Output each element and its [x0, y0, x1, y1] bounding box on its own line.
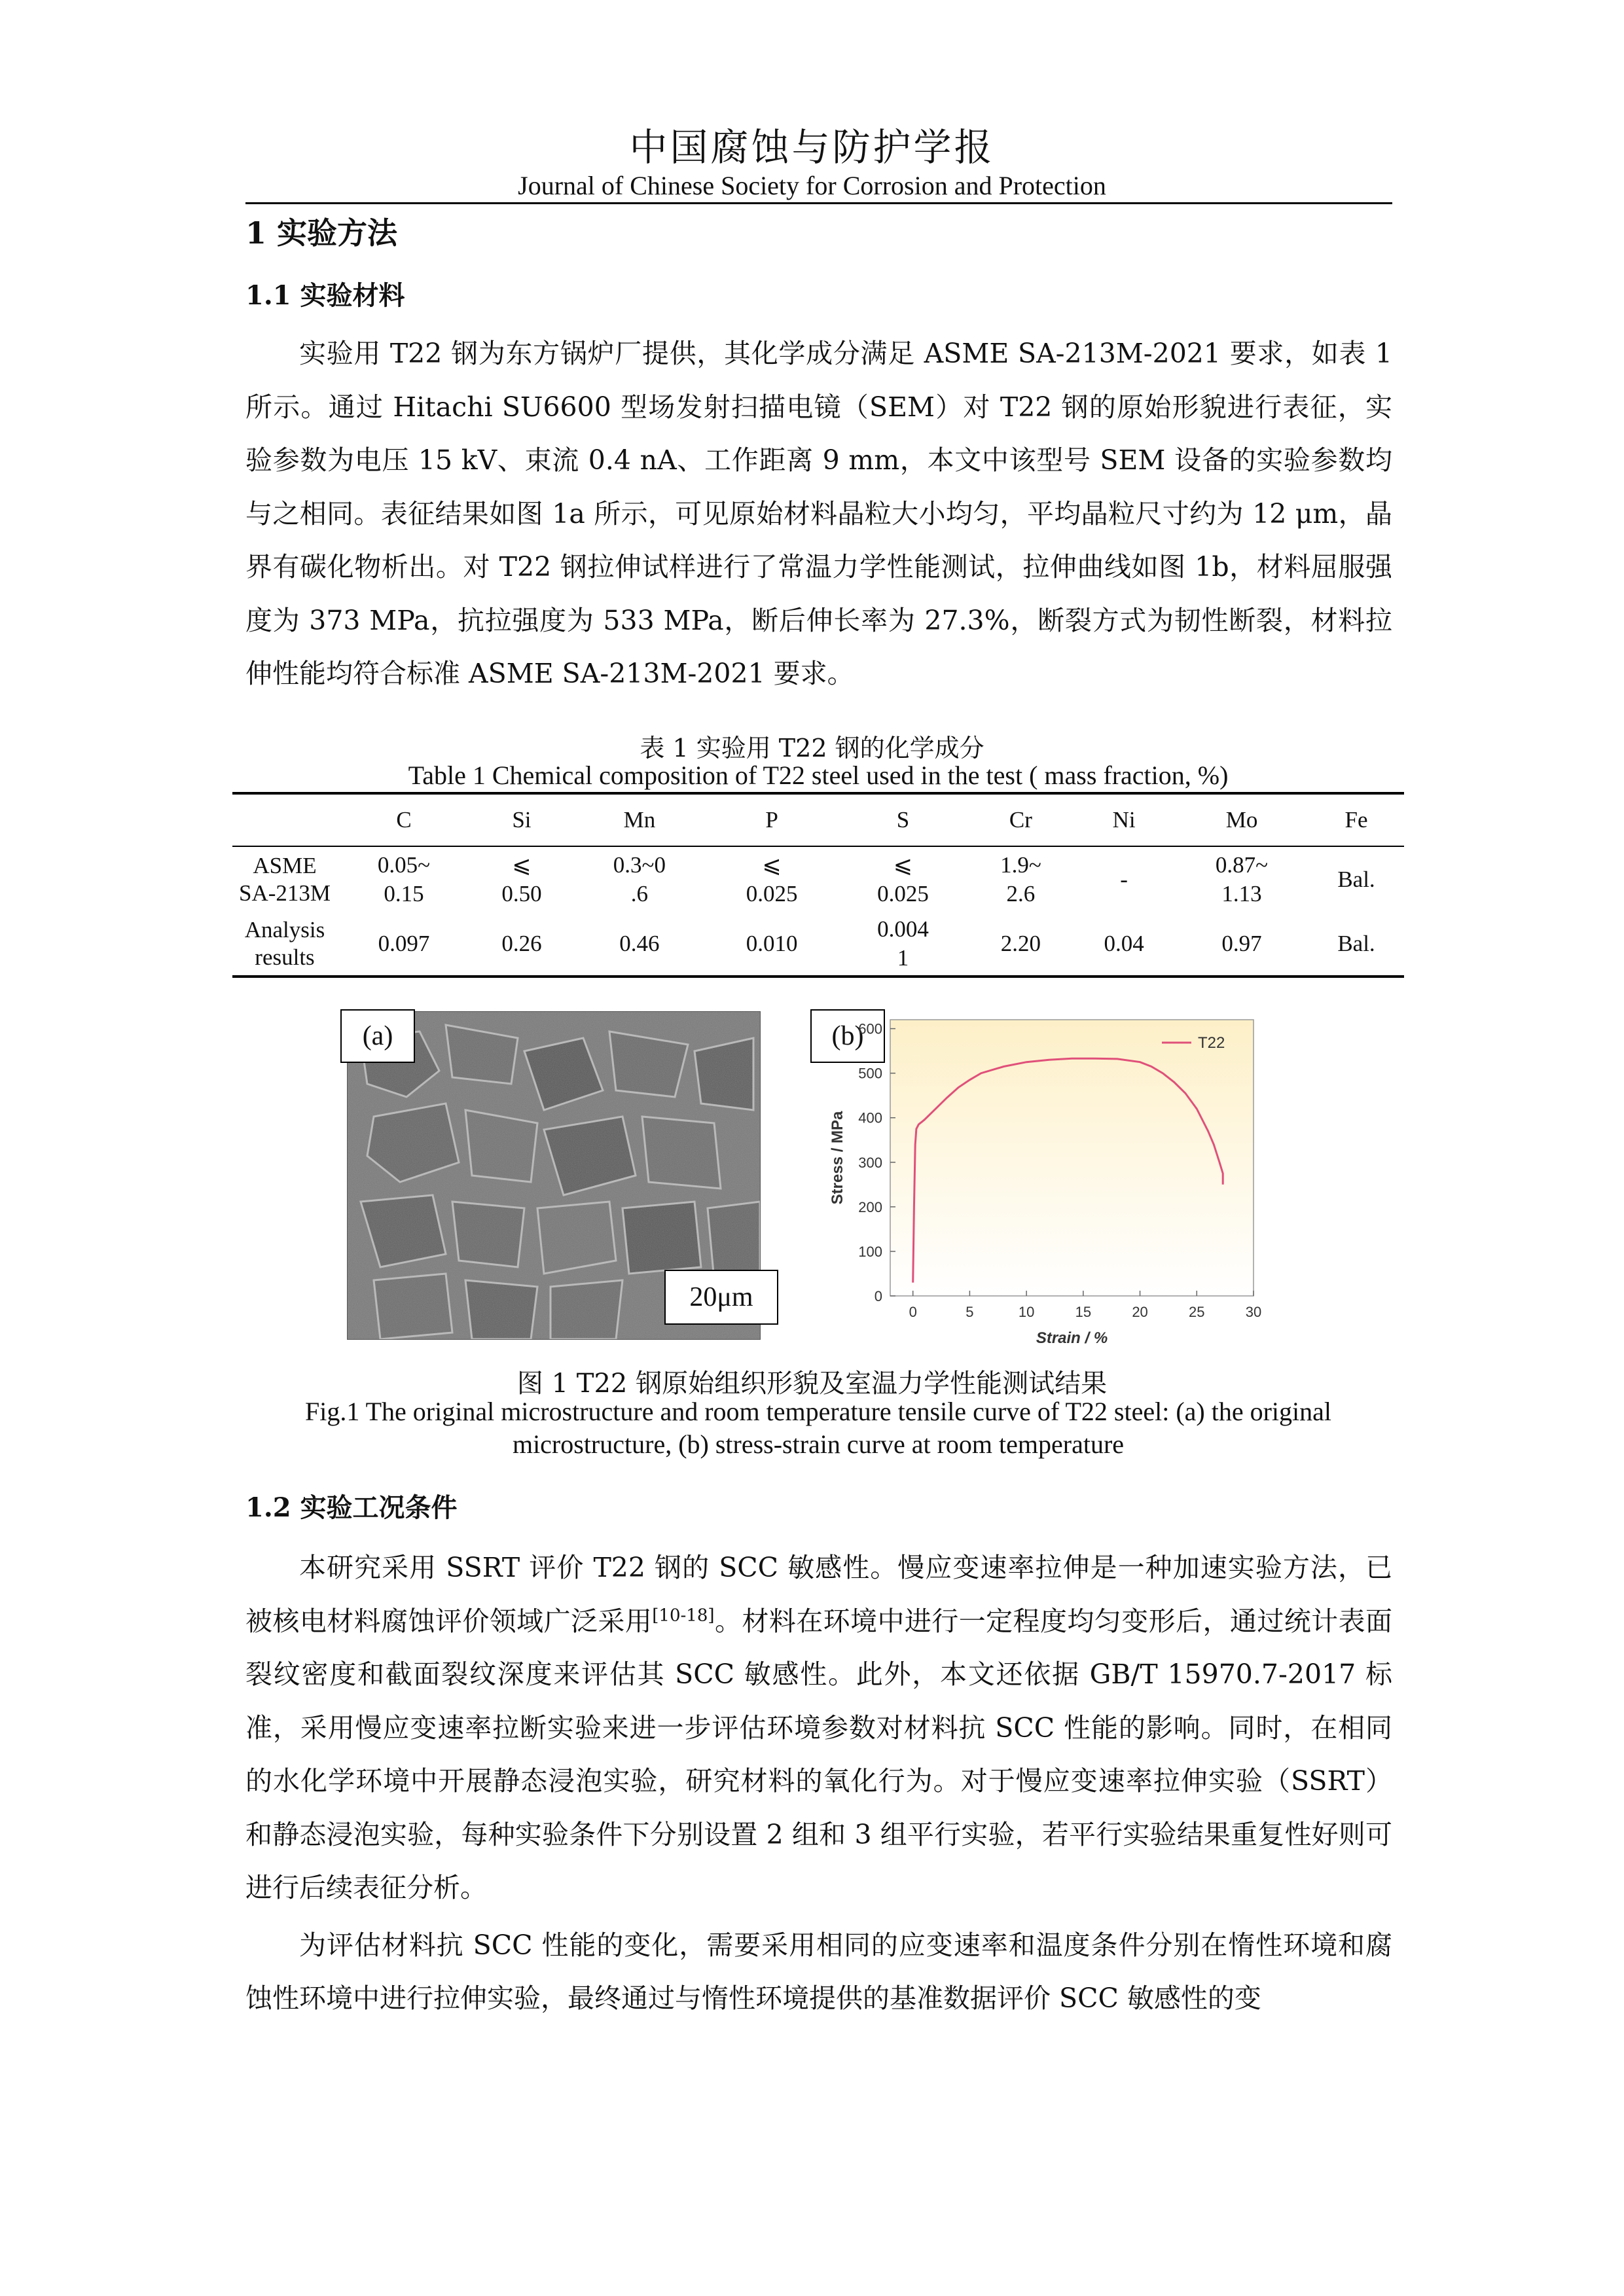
table-header-cell: Ni	[1073, 793, 1175, 846]
table-cell-line: 0.025	[877, 881, 929, 906]
table-header-cell: Mn	[573, 793, 706, 846]
table-header-cell	[232, 793, 337, 846]
materials-paragraph	[245, 327, 1392, 701]
table-cell	[706, 846, 837, 912]
table-body	[232, 846, 1404, 977]
row-label-line: results	[255, 944, 315, 970]
table-cell-line: 1.9~	[1000, 852, 1041, 878]
stress-strain-svg	[821, 1008, 1293, 1348]
figure1-caption-en: Fig.1 The original microstructure and room temperature tensile curve of T22 steel: (a) the original microstructure, (b) stress-strain curve at room temperature	[304, 1397, 1332, 1459]
table-header-cell: Mo	[1175, 793, 1308, 846]
table-cell	[1073, 846, 1175, 912]
table-cell	[471, 912, 573, 977]
stress-strain-chart	[821, 1008, 1293, 1348]
panel-b-label: (b)	[810, 1009, 885, 1063]
x-tick-label: 0	[909, 1304, 917, 1320]
plot-area	[890, 1020, 1254, 1296]
table-cell-line: Bal.	[1337, 867, 1375, 892]
conditions-paragraph-1	[245, 1541, 1392, 1915]
materials-paragraph-text: 实验用 T22 钢为东方锅炉厂提供，其化学成分满足 ASME SA-213M-2021 要求，如表 1 所示。通过 Hitachi SU6600 型场发射扫描电镜（SEM）对 T22 钢的原始形貌进行表征，实验参数为电压 15 kV、束流 0.4 nA、工作距离 9 mm，本文中该型号 SEM 设备的实验参数均与之相同。表征结果如图 1a 所示，可见原始材料晶粒大小均匀，平均晶粒尺寸约为 12 μm，晶界有碳化物析出。对 T22 钢拉伸试样进行了常温力学性能测试，拉伸曲线如图 1b，材料屈服强度为 373 MPa，抗拉强度为 533 MPa，断后伸长率为 27.3%，断裂方式为韧性断裂，材料拉伸性能均符合标准 ASME SA-213M-2021 要求。	[245, 338, 1392, 689]
table-cell	[837, 912, 968, 977]
table-cell-line: 1.13	[1221, 881, 1262, 906]
table-cell-line: 0.3~0	[613, 852, 666, 878]
table-cell-line: 0.025	[746, 881, 798, 906]
journal-title-cn: 中国腐蚀与防护学报	[629, 125, 995, 170]
table-cell	[1175, 846, 1308, 912]
table-cell-line: -	[1120, 867, 1128, 892]
table-header-row	[232, 793, 1404, 846]
y-tick-label: 500	[858, 1065, 882, 1082]
scale-bar-label: 20μm	[664, 1270, 778, 1325]
y-tick-label: 100	[858, 1243, 882, 1260]
conditions-paragraph	[245, 1541, 1392, 2026]
table-cell	[337, 912, 471, 977]
x-tick-label: 20	[1132, 1304, 1148, 1320]
composition-table	[232, 792, 1404, 978]
table-cell-line: ⩽	[893, 852, 913, 878]
table-header-cell: S	[837, 793, 968, 846]
x-tick-label: 25	[1189, 1304, 1205, 1320]
table-header-cell: Cr	[969, 793, 1074, 846]
table-header-cell: P	[706, 793, 837, 846]
journal-title-en: Journal of Chinese Society for Corrosion and Protection	[518, 171, 1106, 200]
conditions-paragraph-2: 为评估材料抗 SCC 性能的变化，需要采用相同的应变速率和温度条件分别在惰性环境和腐蚀性环境中进行拉伸实验，最终通过与惰性环境提供的基准数据评价 SCC 敏感性的变	[245, 1929, 1392, 2014]
para1-text-a: 本研究采用 SSRT 评价 T22 钢的 SCC 敏感性。慢应变速率拉伸是一种加速实验方法，已被核电材料腐蚀评价领域广泛采用	[245, 1552, 1392, 1637]
table-cell-line: 1	[897, 945, 909, 971]
table-cell-line: 0.097	[378, 931, 430, 956]
table1-caption-en: Table 1 Chemical composition of T22 steel used in the test ( mass fraction, %)	[408, 761, 1229, 790]
table-cell-line: 0.46	[619, 931, 660, 956]
panel-a-label: (a)	[340, 1009, 415, 1063]
table-cell-line: 0.50	[501, 881, 542, 906]
table-cell	[969, 912, 1074, 977]
table-cell	[1175, 912, 1308, 977]
y-tick-label: 300	[858, 1154, 882, 1171]
table-header-cell: Fe	[1308, 793, 1404, 846]
table-cell	[1073, 912, 1175, 977]
citation-ref[interactable]: [10-18]	[652, 1605, 715, 1625]
table-row	[232, 846, 1404, 912]
table-cell	[337, 846, 471, 912]
table-cell-line: 0.010	[746, 931, 798, 956]
table-cell-line: 2.6	[1006, 881, 1036, 906]
y-axis-label: Stress / MPa	[829, 1111, 846, 1205]
table-cell-line: ⩽	[762, 852, 782, 878]
section-heading-1: 1 实验方法	[245, 215, 398, 251]
table-cell-line: ⩽	[512, 852, 532, 878]
y-tick-label: 200	[858, 1198, 882, 1215]
table-cell	[471, 846, 573, 912]
para1-text-b: 。材料在环境中进行一定程度均匀变形后，通过统计表面裂纹密度和截面裂纹深度来评估其 SCC 敏感性。此外，本文还依据 GB/T 15970.7-2017 标准，采用慢应变速率拉断实验来进一步评估环境参数对材料抗 SCC 性能的影响。同时，在相同的水化学环境中开展静态浸泡实验，研究材料的氧化行为。对于慢应变速率拉伸实验（SSRT）和静态浸泡实验，每种实验条件下分别设置 2 组和 3 组平行实验，若平行实验结果重复性好则可进行后续表征分析。	[245, 1605, 1392, 1903]
table-cell-line: Bal.	[1337, 931, 1375, 956]
y-tick-label: 0	[874, 1288, 882, 1304]
table-cell	[969, 846, 1074, 912]
x-tick-label: 5	[965, 1304, 974, 1320]
x-tick-label: 10	[1018, 1304, 1035, 1320]
table-cell-line: 0.87~	[1215, 852, 1269, 878]
x-tick-label: 15	[1075, 1304, 1092, 1320]
table1-caption-cn: 表 1 实验用 T22 钢的化学成分	[640, 734, 984, 762]
table-cell-line: 0.26	[501, 931, 542, 956]
table-cell	[573, 846, 706, 912]
table-header-cell: Si	[471, 793, 573, 846]
y-tick-label: 400	[858, 1109, 882, 1126]
table-cell-line: .6	[630, 881, 649, 906]
table-cell	[573, 912, 706, 977]
row-label-line: SA-213M	[238, 880, 331, 906]
section-heading-1-1: 1.1 实验材料	[245, 280, 405, 311]
table-cell	[1308, 846, 1404, 912]
table-cell-line: 0.97	[1221, 931, 1262, 956]
y-tick-label: 600	[858, 1020, 882, 1037]
table-cell-line: 0.04	[1104, 931, 1144, 956]
row-label-line: ASME	[253, 853, 317, 878]
section-heading-1-2: 1.2 实验工况条件	[245, 1492, 458, 1523]
table-row-label	[232, 846, 337, 912]
table-row	[232, 912, 1404, 977]
x-axis-label: Strain / %	[1036, 1329, 1108, 1347]
table-row-label	[232, 912, 337, 977]
table-cell-line: 0.05~	[377, 852, 431, 878]
table-cell-line: 0.15	[384, 881, 424, 906]
table-cell	[1308, 912, 1404, 977]
table-header-cell: C	[337, 793, 471, 846]
header-rule	[245, 202, 1392, 204]
table-cell-line: 2.20	[1000, 931, 1041, 956]
figure1-caption-cn: 图 1 T22 钢原始组织形貌及室温力学性能测试结果	[516, 1369, 1108, 1399]
table-cell	[706, 912, 837, 977]
row-label-line: Analysis	[244, 917, 325, 942]
x-tick-label: 30	[1245, 1304, 1262, 1320]
legend-label: T22	[1198, 1034, 1225, 1052]
table-cell	[837, 846, 968, 912]
table-cell-line: 0.004	[877, 916, 929, 942]
